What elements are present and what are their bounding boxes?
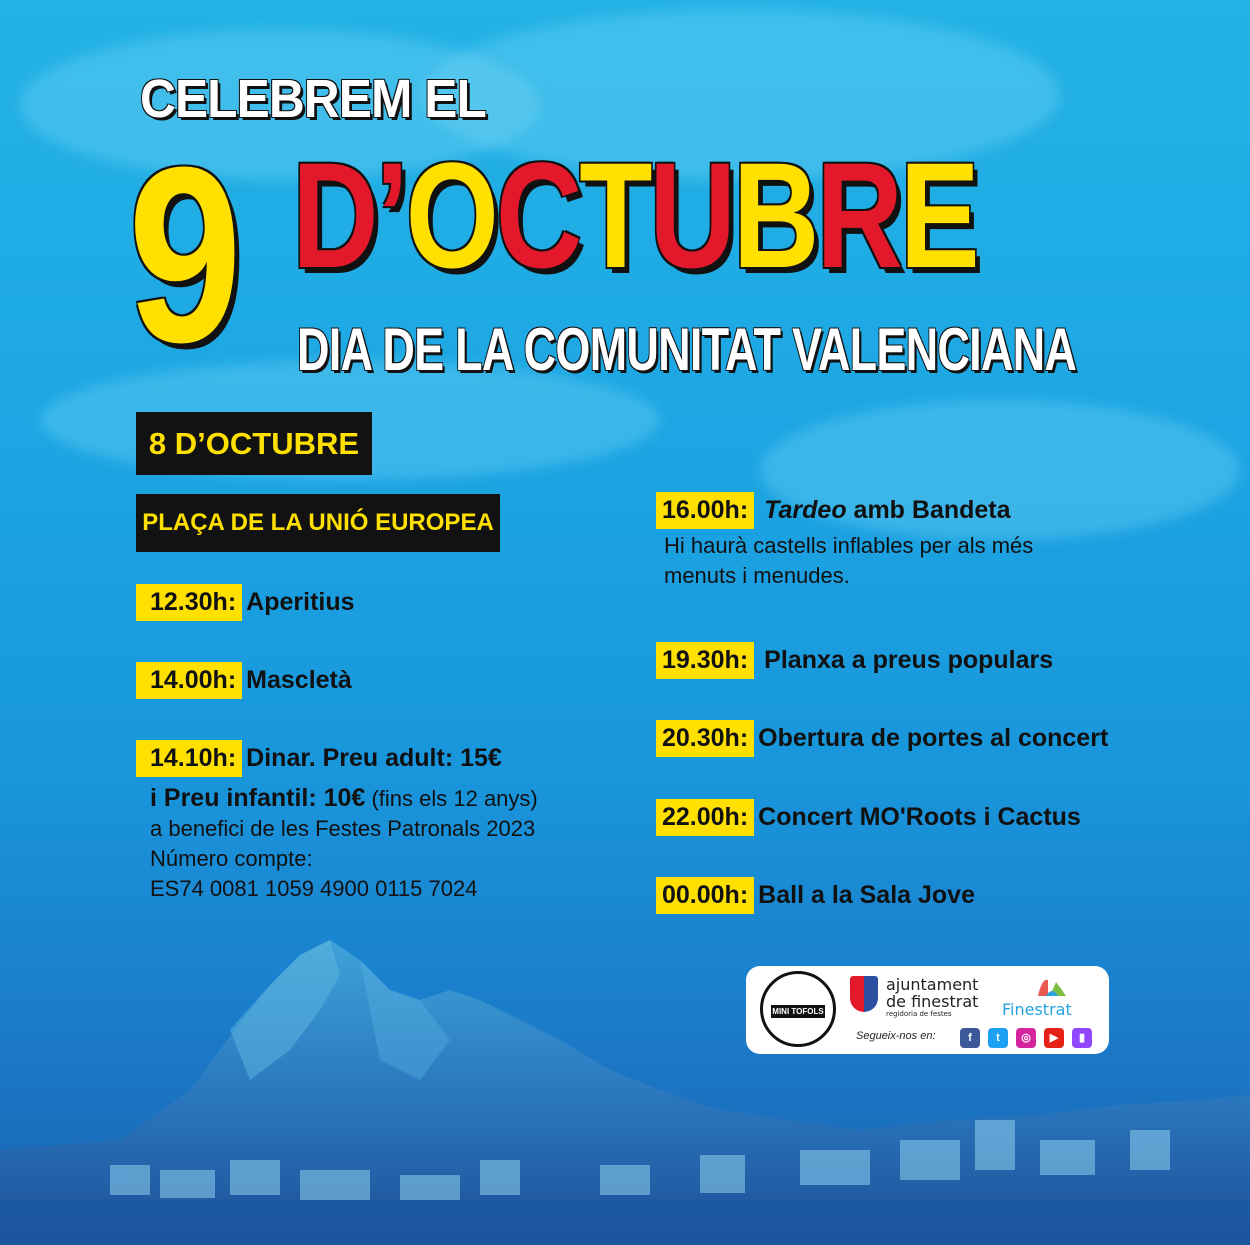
- ajuntament-line: ajuntament: [886, 975, 979, 994]
- event-desc: Planxa a preus populars: [764, 646, 1054, 674]
- title-day-number: 9: [128, 115, 243, 394]
- event-desc-italic: Tardeo: [764, 496, 847, 524]
- finestrat-text: Finestrat: [1002, 1000, 1072, 1019]
- price-child: i Preu infantil: 10€: [150, 784, 366, 812]
- event-row: [656, 720, 1108, 757]
- month-part: U: [649, 131, 733, 299]
- event-note: menuts i menudes.: [664, 563, 850, 588]
- town-crest-icon: [850, 976, 878, 1012]
- event-note: a benefici de les Festes Patronals 2023: [150, 816, 536, 841]
- mini-tofols-logo: [760, 971, 836, 1047]
- twitter-icon[interactable]: t: [988, 1028, 1008, 1048]
- event-note: Número compte:: [150, 846, 313, 871]
- event-time: 22.00h:: [656, 799, 754, 836]
- month-part: D’: [292, 131, 406, 299]
- place-label: PLAÇA DE LA UNIÓ EUROPEA: [136, 494, 500, 552]
- title-month: [292, 131, 977, 299]
- instagram-icon[interactable]: ◎: [1016, 1028, 1036, 1048]
- month-part: E: [899, 131, 977, 299]
- event-time: 20.30h:: [656, 720, 754, 757]
- twitch-icon[interactable]: ▮: [1072, 1028, 1092, 1048]
- price-child-note: (fins els 12 anys): [365, 786, 538, 811]
- event-note: Hi haurà castells inflables per als més: [664, 533, 1034, 558]
- facebook-icon[interactable]: f: [960, 1028, 980, 1048]
- event-row: [136, 584, 355, 621]
- date-label: 8 D’OCTUBRE: [136, 412, 372, 475]
- event-desc: amb Bandeta: [846, 496, 1011, 524]
- event-row: [136, 662, 352, 699]
- youtube-icon[interactable]: ▶: [1044, 1028, 1064, 1048]
- event-time: 19.30h:: [656, 642, 754, 679]
- event-note: [150, 783, 538, 814]
- event-time: 14.00h:: [136, 662, 242, 699]
- ajuntament-line: de finestrat: [886, 992, 979, 1011]
- event-row: [656, 877, 975, 914]
- event-time: 12.30h:: [136, 584, 242, 621]
- event-row: [656, 642, 1053, 679]
- event-desc: Aperitius: [246, 588, 355, 616]
- finestrat-logo-icon: [1036, 976, 1068, 998]
- badge-text: MINI TOFOLS: [772, 1007, 824, 1016]
- month-part: O: [405, 131, 496, 299]
- event-row: [656, 492, 1033, 591]
- month-part: B: [732, 131, 817, 299]
- event-desc: Mascletà: [246, 666, 352, 694]
- follow-label: Segueix-nos en:: [856, 1030, 936, 1042]
- month-part: R: [816, 131, 900, 299]
- event-desc: Dinar. Preu adult: 15€: [246, 744, 502, 772]
- subtitle: DIA DE LA COMUNITAT VALENCIANA: [297, 316, 1077, 383]
- event-row: [136, 740, 538, 904]
- event-desc: Obertura de portes al concert: [758, 724, 1109, 752]
- event-time: 16.00h:: [656, 492, 754, 529]
- title-line-1: CELEBREM EL: [140, 69, 486, 129]
- bank-account: ES74 0081 1059 4900 0115 7024: [150, 876, 478, 901]
- event-desc: Ball a la Sala Jove: [758, 881, 975, 909]
- month-part: C: [495, 131, 580, 299]
- event-time: 00.00h:: [656, 877, 754, 914]
- ajuntament-line: regidoria de festes: [886, 1010, 952, 1018]
- month-part: T: [579, 131, 650, 299]
- event-desc: Concert MO'Roots i Cactus: [758, 803, 1081, 831]
- ajuntament-logo: [886, 976, 978, 1018]
- event-row: [656, 799, 1081, 836]
- sponsor-logos: [746, 966, 1109, 1054]
- event-time: 14.10h:: [136, 740, 242, 777]
